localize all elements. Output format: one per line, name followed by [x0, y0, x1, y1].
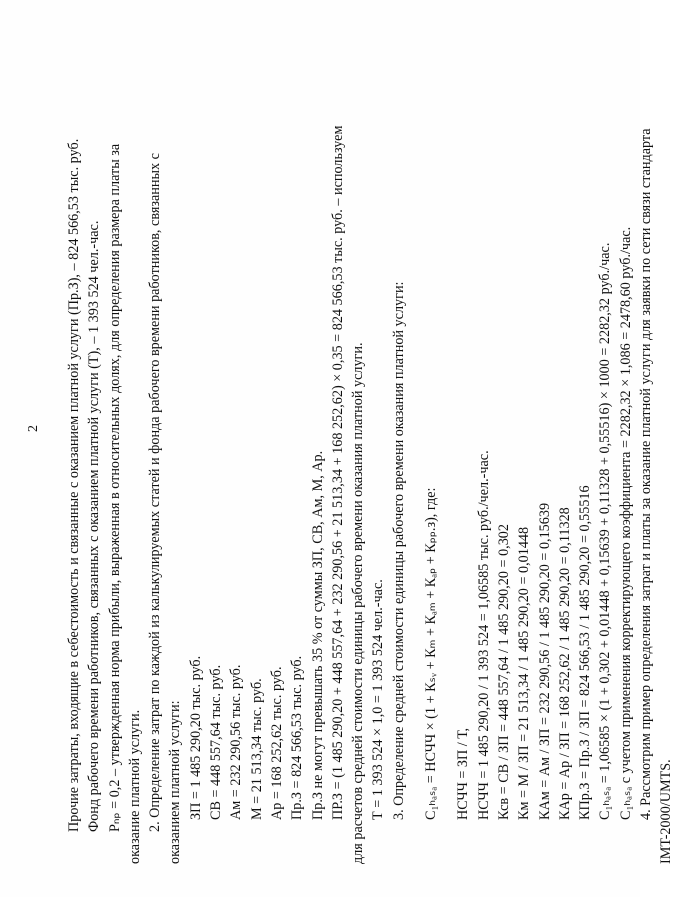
spacer — [441, 28, 453, 864]
text-line: ПР.З = (1 485 290,20 + 448 557,64 + 232 290,56 + 21 513,34 + 168 252,62) × 0,35 = 824 566,53 тыс. руб. – используем — [329, 125, 346, 820]
text-line: для расчетов средней стоимости единицы рабочего времени оказания платной услуги. — [350, 342, 367, 864]
formula-line: КПр.З = Пр.З / ЗП = 824 566,53 / 1 485 290,20 = 0,55516 — [577, 485, 594, 820]
spacer — [409, 28, 421, 864]
text-line: Пр.З = 824 566,53 тыс. руб. — [289, 655, 306, 820]
page-number: 2 — [26, 425, 41, 432]
text-line: IMT-2000/UMTS. — [658, 759, 675, 864]
formula-line: Км = М / ЗП = 21 513,34 / 1 485 290,20 = 0,01448 — [516, 526, 533, 820]
formula-line: С₁ₕₐₛₐ = 1,06585 × (1 + 0,302 + 0,01448 + 0,15639 + 0,11328 + 0,55516) × 1000 = 2282,32 руб./час. — [597, 242, 614, 820]
formula-line: КАм = Ам / ЗП = 232 290,56 / 1 485 290,20 = 0,15639 — [536, 502, 553, 820]
text-line: М = 21 513,34 тыс. руб. — [248, 678, 265, 820]
text-line: СВ = 448 557,64 тыс. руб. — [208, 664, 225, 820]
formula-line: С₁ₕₐₛₐ с учетом применения корректирующего коэффициента = 2282,32 × 1,086 = 2478,60 руб./час. — [617, 226, 634, 820]
text-line: 2. Определение затрат по каждой из калькулируемых статей и фонда рабочего времени работников, связанных с — [147, 153, 164, 832]
text-line: Прочие затраты, входящие в себестоимость и связанные с оказанием платной услуги (Пр.З), – 824 566,53 тыс. руб. — [66, 138, 82, 832]
text-line: Фонд рабочего времени работников, связанных с оказанием платной услуги (Т), – 1 393 524 чел.-час. — [86, 220, 103, 832]
text-line: оказание платной услуги. — [126, 709, 143, 864]
text-line: ЗП = 1 485 290,20 тыс. руб. — [187, 655, 204, 820]
formula-line: НСЧЧ = ЗП / Т, — [455, 727, 472, 820]
text-line: Pₙₚ = 0,2 – утвержденная норма прибыли, выраженная в относительных долях, для определения размера платы за — [106, 143, 123, 832]
formula-line: КАр = Ар / ЗП = 168 252,62 / 1 485 290,20 = 0,11328 — [556, 507, 573, 820]
text-line: 3. Определение средней стоимости единицы рабочего времени оказания платной услуги: — [390, 281, 407, 820]
formula-line: НСЧЧ = 1 485 290,20 / 1 393 524 = 1,06585 тыс. руб./чел.-час. — [475, 450, 492, 820]
text-line: Ам = 232 290,56 тыс. руб. — [228, 664, 245, 820]
text-line: 4. Рассмотрим пример определения затрат и платы за оказание платной услуги для заявки по сети связи стандарта — [638, 128, 655, 820]
text-line: Т = 1 393 524 × 1,0 = 1 393 524 чел.-час. — [370, 579, 387, 820]
text-line: Пр.З не могут превышать 35 % от суммы ЗП, СВ, Ам, М, Ар. — [309, 450, 326, 820]
formula-line: С₁ₕₐₛₐ = НСЧЧ × (1 + Кₛᵥ + Кₘ + Кₐₘ + Кₐₚ + Кₚₚ.з), где: — [423, 487, 440, 820]
formula-line: Ксв = СВ / ЗП = 448 557,64 / 1 485 290,20 = 0,302 — [495, 524, 512, 820]
document-text-block — [64, 28, 675, 864]
text-line: оказанием платной услуги: — [167, 700, 184, 864]
text-line: Ар = 168 252,62 тыс. руб. — [268, 666, 285, 820]
